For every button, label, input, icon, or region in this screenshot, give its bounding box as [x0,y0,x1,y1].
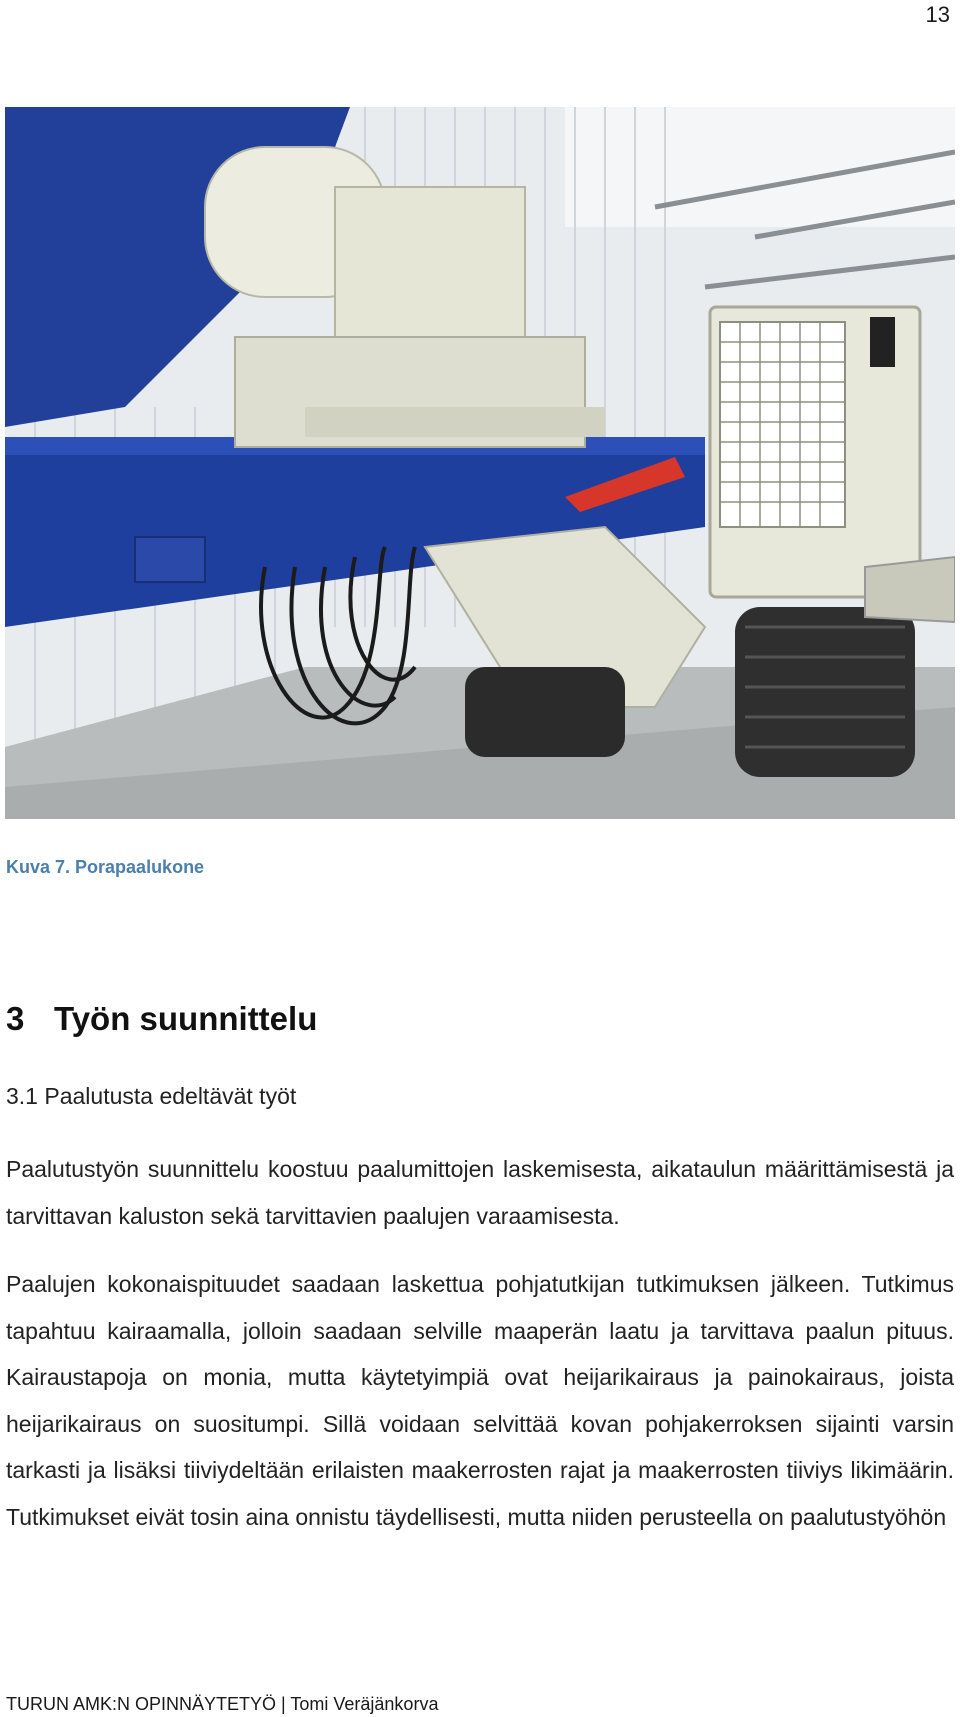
body-paragraph-1: Paalutustyön suunnittelu koostuu paalumittojen laskemisesta, aikataulun määrittämisestä ja tarvittavan kaluston sekä tarvittavien paalujen varaamisesta. [6,1156,954,1229]
figure-caption: Kuva 7. Porapaalukone [6,857,205,877]
page-number: 13 [925,2,950,27]
body-paragraph-2: Paalujen kokonaispituudet saadaan laskettua pohjatutkijan tutkimuksen jälkeen. Tutkimus tapahtuu kairaamalla, jolloin saadaan selville maaperän laatu ja tarvittava paalun pituus. Kairaustapoja on monia, mutta käytetyimpiä ovat heijarikairaus ja painokairaus, joista heijarikairaus on suositumpi. Sillä voidaan selvittää kovan pohjakerroksen sijainti varsin tarkasti ja lisäksi tiiviydeltään erilaisten maakerrosten rajat ja maakerrosten tiiviys likimäärin. Tutkimukset eivät tosin aina onnistu täydellisesti, mutta niiden perusteella on paalutustyöhön [6,1271,954,1530]
section-number: 3 [6,1000,25,1037]
section-title: Työn suunnittelu [54,1000,318,1037]
page-footer: TURUN AMK:N OPINNÄYTETYÖ | Tomi Veräjänkorva [6,1694,439,1714]
subsection-heading: 3.1 Paalutusta edeltävät työt [6,1083,297,1109]
section-heading [6,1000,317,1038]
figure-photo-drilling-rig [5,107,955,819]
